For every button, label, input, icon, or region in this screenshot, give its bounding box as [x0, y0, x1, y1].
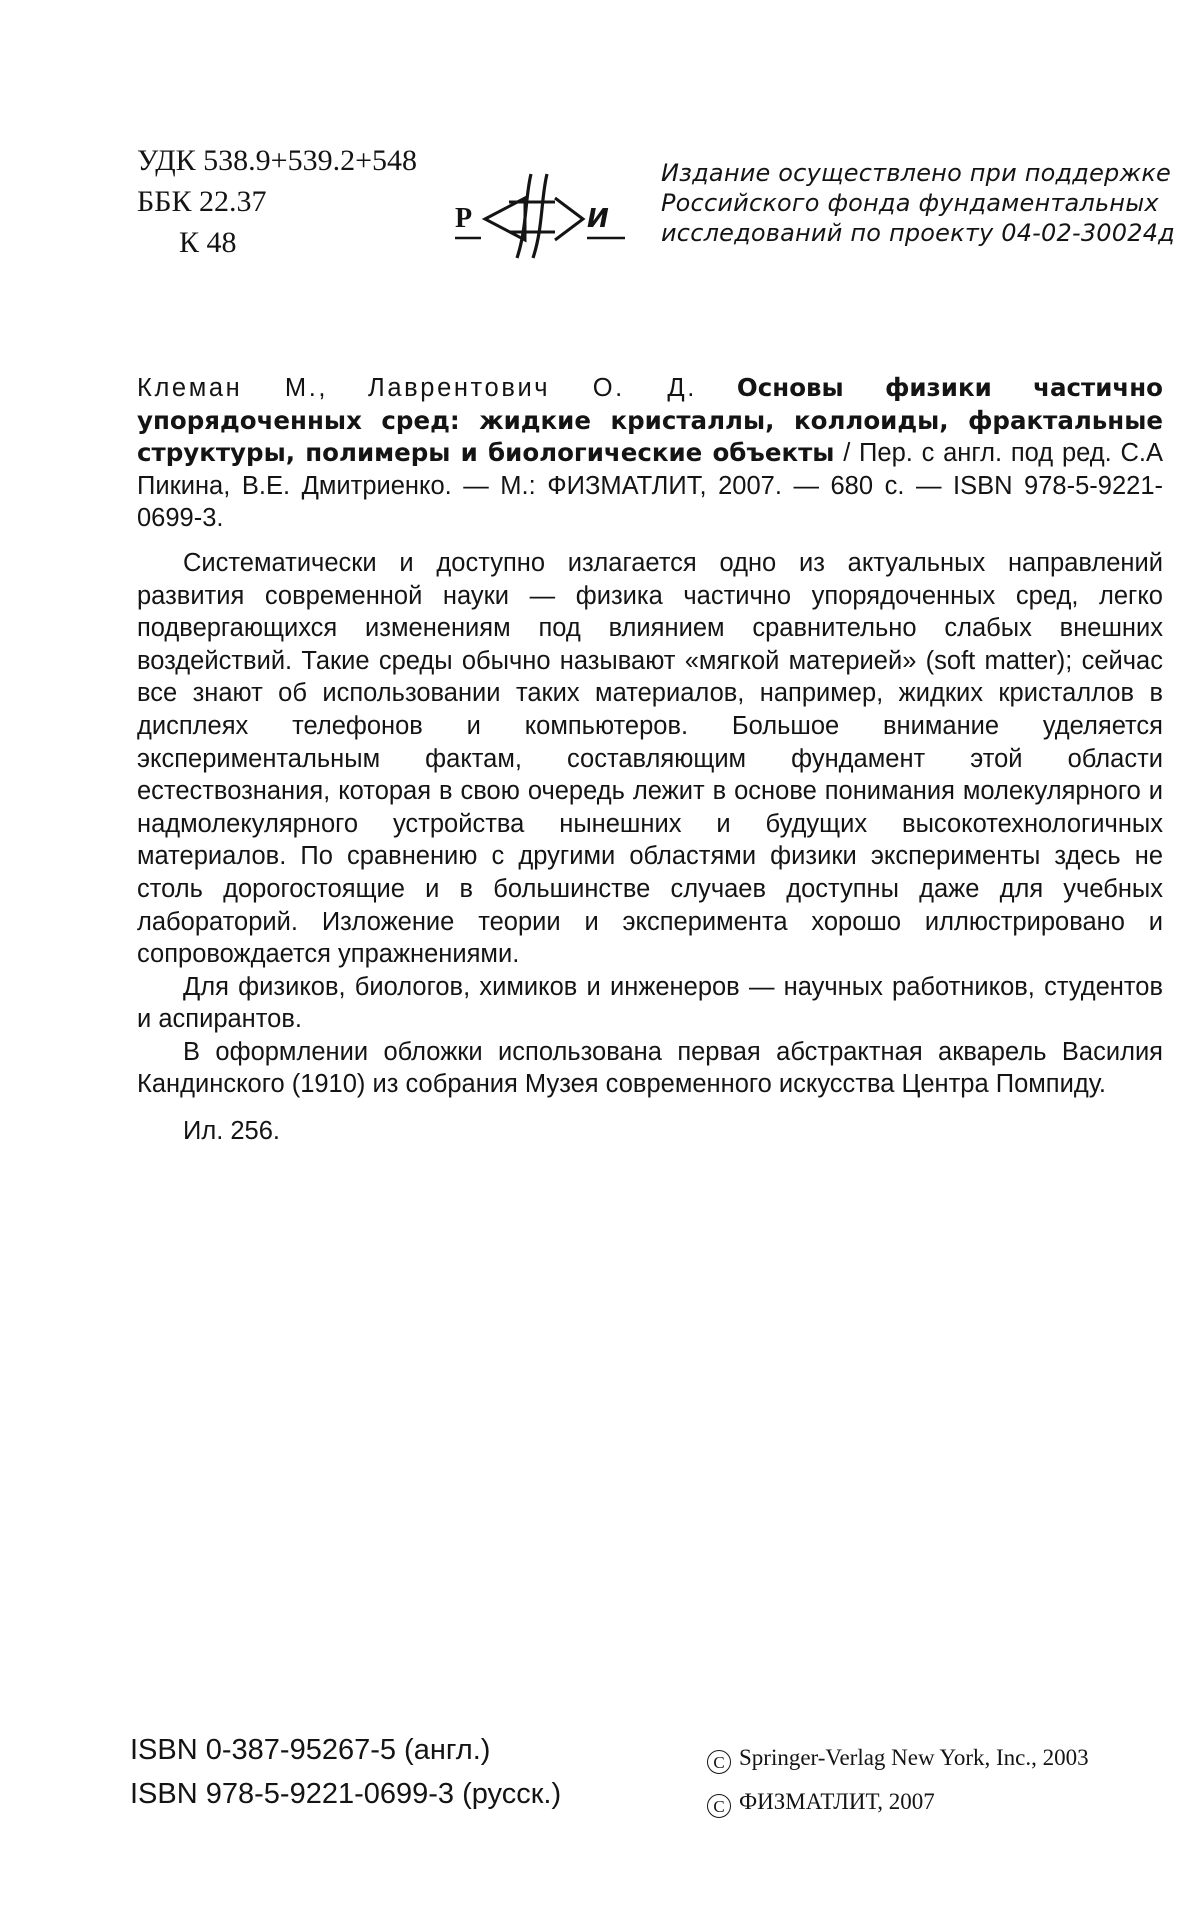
copyright-springer: Springer-Verlag New York, Inc., 2003 [739, 1745, 1089, 1770]
copyright-line [707, 1736, 1089, 1780]
bbk-code: ББК 22.37 [137, 185, 267, 218]
copyright-notices [707, 1736, 1089, 1824]
bibliographic-record [137, 372, 1163, 535]
copyright-icon: C [707, 1794, 731, 1818]
isbn-english: ISBN 0-387-95267-5 (англ.) [130, 1734, 491, 1766]
book-title: Основы физики частично упорядоченных сред: жидкие кристаллы, коллоиды, фрактальные структуры, полимеры и биологические объекты [137, 373, 1163, 468]
main-text [137, 372, 1163, 1148]
udk-code: УДК 538.9+539.2+548 [137, 144, 418, 177]
cutter-code: К 48 [179, 226, 237, 259]
funding-note [661, 158, 1181, 248]
publication-details: / Пер. с англ. под ред. С.А Пикина, В.Е. Дмитриенко. — М.: ФИЗМАТЛИТ, 2007. — 680 с. — ISBN 978-5-9221-0699-3. [137, 439, 1163, 533]
funding-note-line: исследований по проекту 04-02-30024д [661, 219, 1175, 247]
audience-paragraph: Для физиков, биологов, химиков и инженеров — научных работников, студентов и аспирантов. [137, 972, 1163, 1034]
annotation-paragraph: Систематически и доступно излагается одно из актуальных направлений развития современной науки — физика частично упорядоченных сред, легко подвергающихся изменениям под влиянием сравнительно слабых внешних воздействий. Такие среды обычно называют «мягкой материей» (soft matter); сейчас все знают об использовании таких материалов, например, жидких кристаллов в дисплеях телефонов и компьютеров. Большое внимание уделяется экспериментальным фактам, составляющим фундамент этой области естествознания, которая в свою очередь лежит в основе понимания молекулярного и надмолекулярного устройства нынешних и будущих высокотехнологичных материалов. По сравнению с другими областями физики эксперименты здесь не столь дорогостоящие и в большинстве случаев доступны даже для учебных лабораторий. Изложение теории и эксперимента хорошо иллюстрировано и сопровождается упражнениями. [137, 548, 1163, 969]
copyright-fizmatlit: ФИЗМАТЛИТ, 2007 [739, 1789, 935, 1814]
funding-note-line: Издание осуществлено при поддержке [661, 159, 1171, 187]
author-lavrentovich: Лаврентович О. Д. [368, 374, 697, 402]
rfbr-logo-letter-r: Р [455, 203, 473, 234]
illustrations-count: Ил. 256. [183, 1117, 281, 1146]
isbn-list [130, 1728, 561, 1816]
funding-note-line: Российского фонда фундаментальных [661, 189, 1159, 217]
classification-codes [137, 140, 417, 263]
rfbr-logo-letter-i: И [587, 204, 609, 234]
rfbr-logo [455, 158, 627, 263]
cover-note-paragraph: В оформлении обложки использована первая абстрактная акварель Василия Кандинского (1910) из собрания Музея современного искусства Центра Помпиду. [137, 1037, 1163, 1099]
author-kleman: Клеман М., [137, 374, 329, 402]
copyright-line [707, 1780, 1089, 1824]
isbn-russian: ISBN 978-5-9221-0699-3 (русск.) [130, 1778, 562, 1810]
copyright-icon: C [707, 1750, 731, 1774]
